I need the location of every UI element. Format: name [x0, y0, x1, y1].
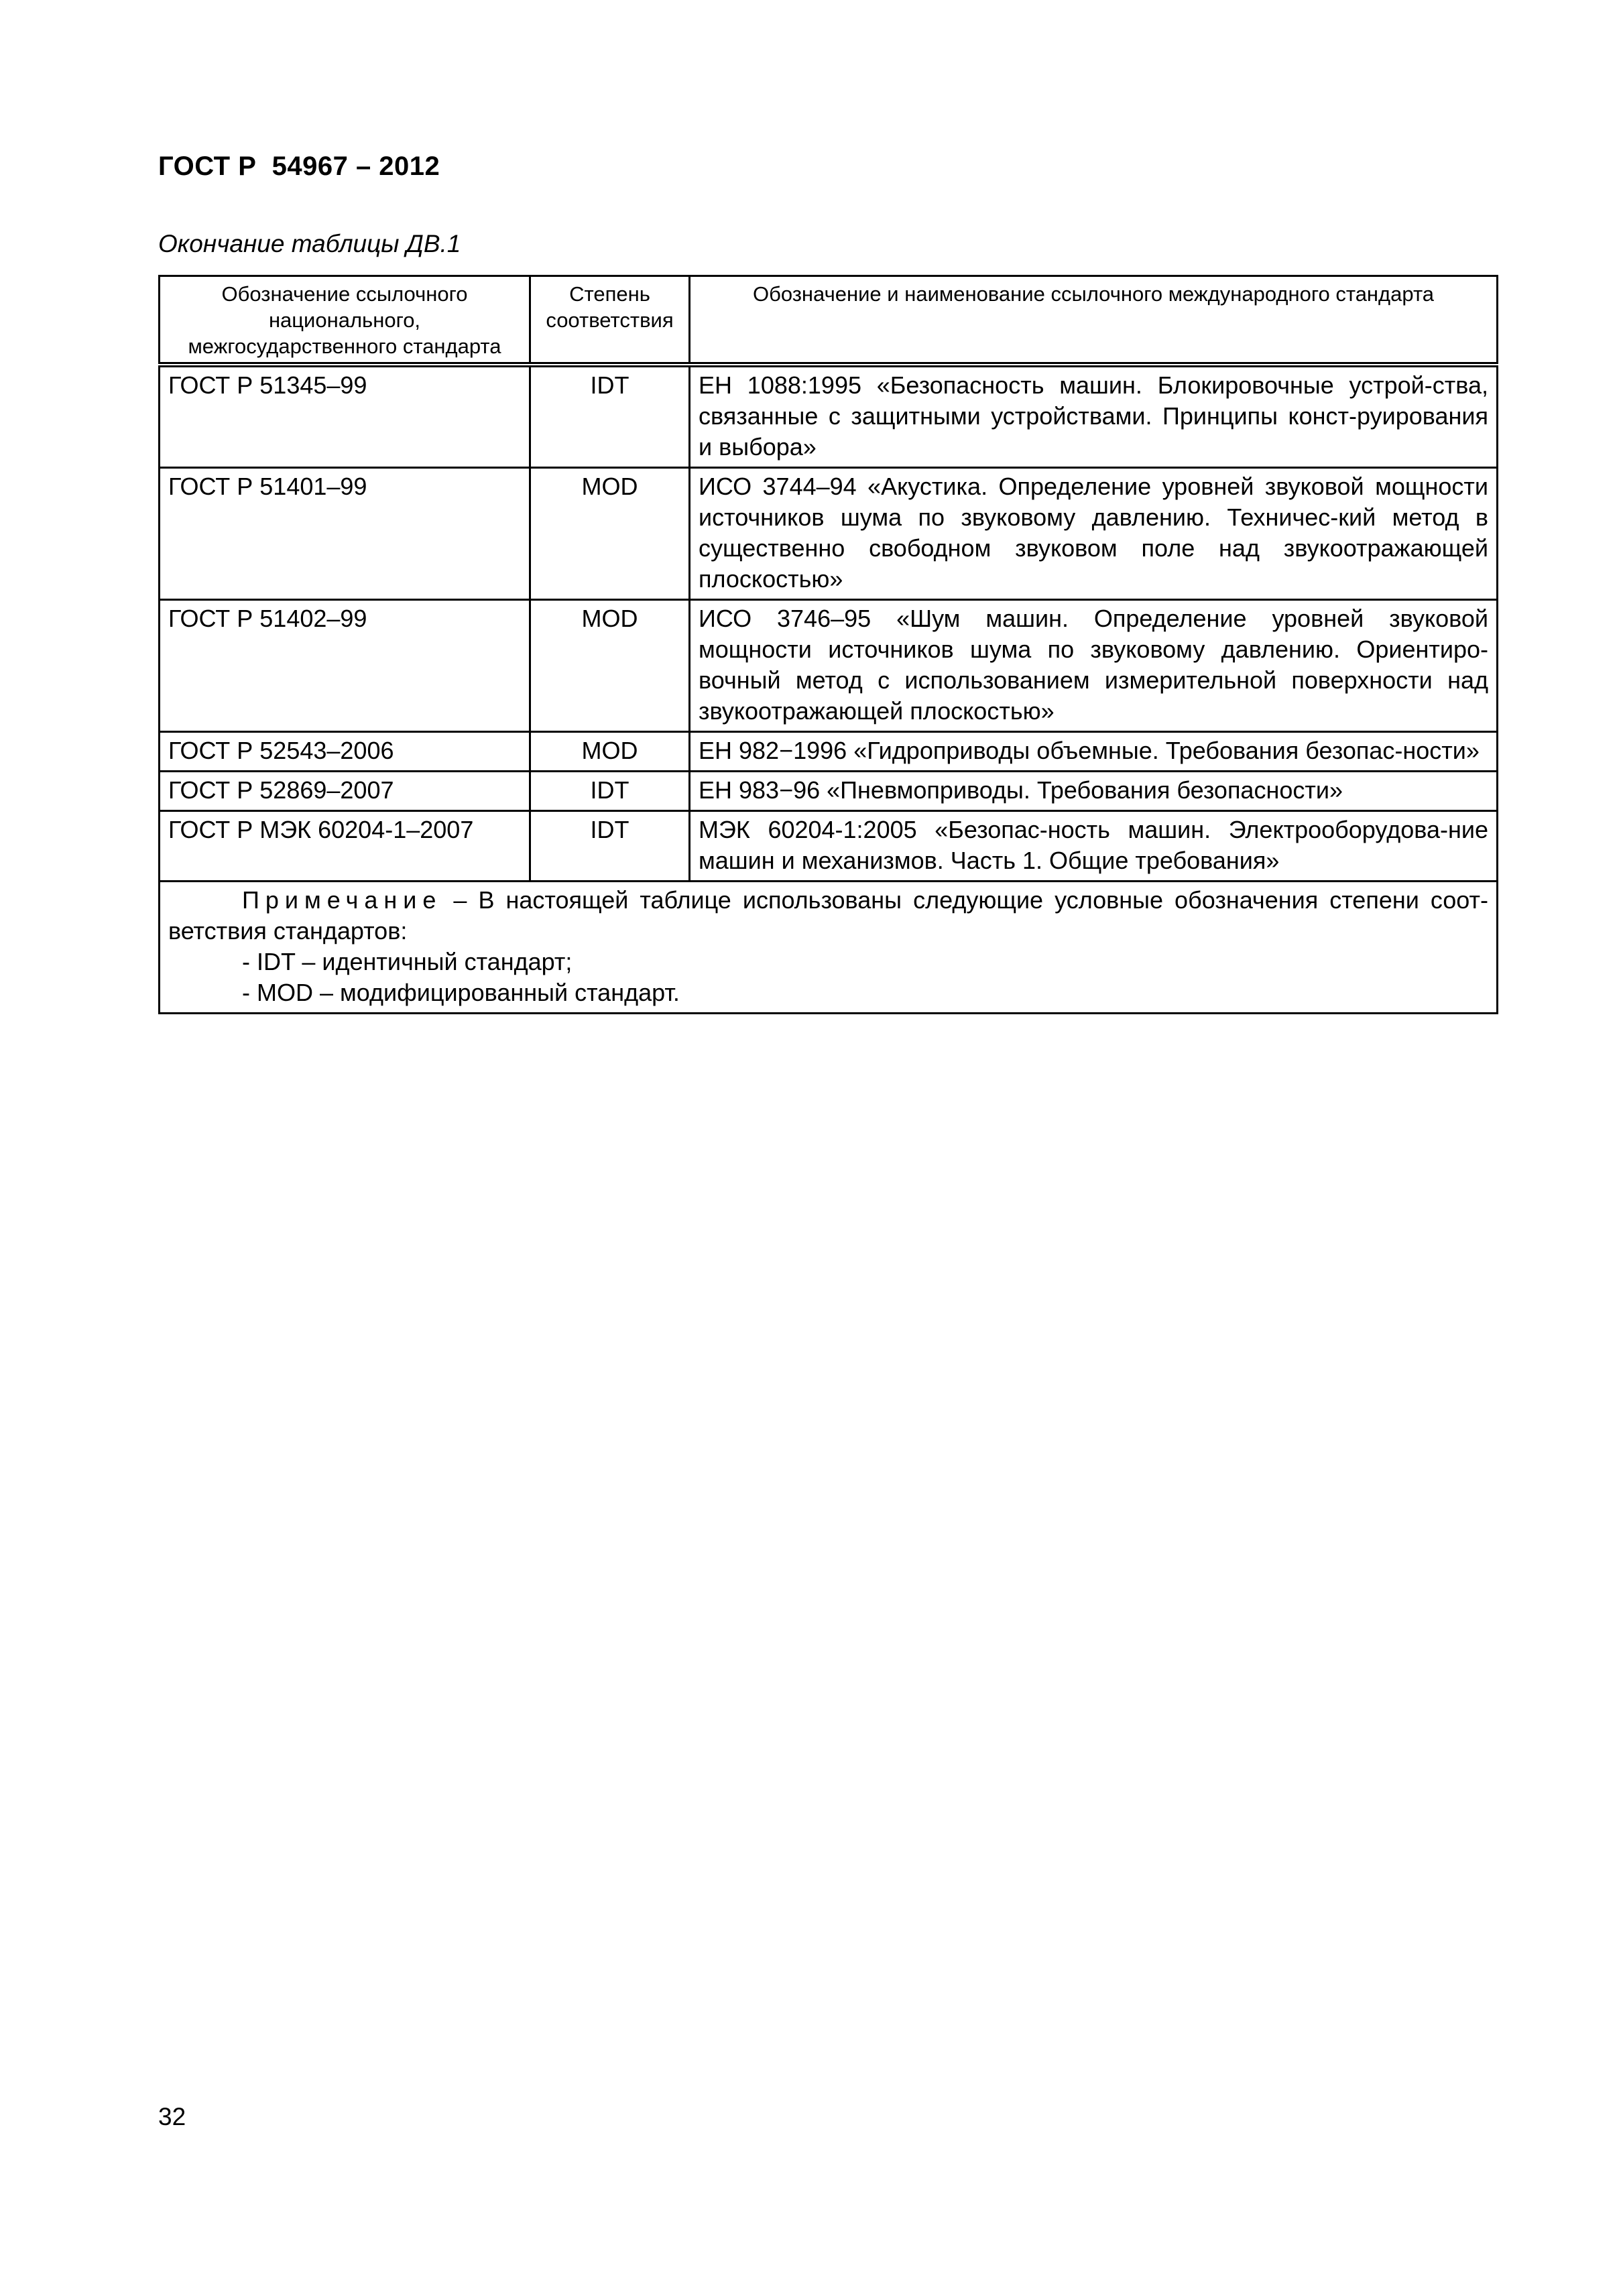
cell-degree: IDT [530, 365, 690, 468]
page-number: 32 [158, 2103, 186, 2130]
cell-international: ЕН 983−96 «Пневмоприводы. Требования безопасности» [690, 772, 1498, 811]
cell-degree: MOD [530, 732, 690, 772]
table-caption: Окончание таблицы ДВ.1 [158, 230, 461, 257]
cell-national: ГОСТ Р 52869–2007 [160, 772, 530, 811]
header-national-standard: Обозначение ссылочного национального, межгосударственного стандарта [160, 276, 530, 365]
note-item-mod: - MOD – модифицированный стандарт. [242, 979, 680, 1006]
table-header-row [160, 276, 1498, 365]
cell-national: ГОСТ Р 52543–2006 [160, 732, 530, 772]
cell-international: ИСО 3744–94 «Акустика. Определение уровней звуковой мощности источников шума по звуковому давлению. Техничес-кий метод в существенно свободном звуковом поле над звукоотражающей плоскостью» [690, 468, 1498, 600]
cell-degree: MOD [530, 468, 690, 600]
cell-national: ГОСТ Р 51345–99 [160, 365, 530, 468]
table-row [160, 772, 1498, 811]
cell-degree: IDT [530, 811, 690, 882]
cell-international: МЭК 60204-1:2005 «Безопас-ность машин. Электрооборудова-ние машин и механизмов. Часть 1. Общие требования» [690, 811, 1498, 882]
cell-national: ГОСТ Р 51401–99 [160, 468, 530, 600]
note-label: Примечание [242, 886, 442, 914]
table-row [160, 732, 1498, 772]
header-degree: Степень соответствия [530, 276, 690, 365]
cell-national: ГОСТ Р 51402–99 [160, 600, 530, 732]
cell-degree: MOD [530, 600, 690, 732]
cell-international: ИСО 3746–95 «Шум машин. Определение уровней звуковой мощности источников шума по звуковому давлению. Ориентиро-вочный метод с использованием измерительной поверхности над звукоотражающей плоскостью» [690, 600, 1498, 732]
cell-national: ГОСТ Р МЭК 60204-1–2007 [160, 811, 530, 882]
note-paragraph [168, 885, 1488, 947]
standards-table [158, 275, 1498, 1014]
table-row [160, 365, 1498, 468]
document-header: ГОСТ Р 54967 – 2012 [158, 152, 440, 181]
note-text: – В настоящей таблице использованы следующие условные обозначения степени соот-ветствия стандартов: [168, 886, 1488, 945]
header-international-standard: Обозначение и наименование ссылочного международного стандарта [690, 276, 1498, 365]
cell-degree: IDT [530, 772, 690, 811]
table-note-row [160, 882, 1498, 1014]
note-item-idt: - IDT – идентичный стандарт; [242, 948, 573, 975]
table-note [160, 882, 1498, 1014]
cell-international: ЕН 982−1996 «Гидроприводы объемные. Требования безопас-ности» [690, 732, 1498, 772]
table-row [160, 600, 1498, 732]
table-row [160, 811, 1498, 882]
cell-international: ЕН 1088:1995 «Безопасность машин. Блокировочные устрой-ства, связанные с защитными устройствами. Принципы конст-руирования и выбора» [690, 365, 1498, 468]
table-row [160, 468, 1498, 600]
